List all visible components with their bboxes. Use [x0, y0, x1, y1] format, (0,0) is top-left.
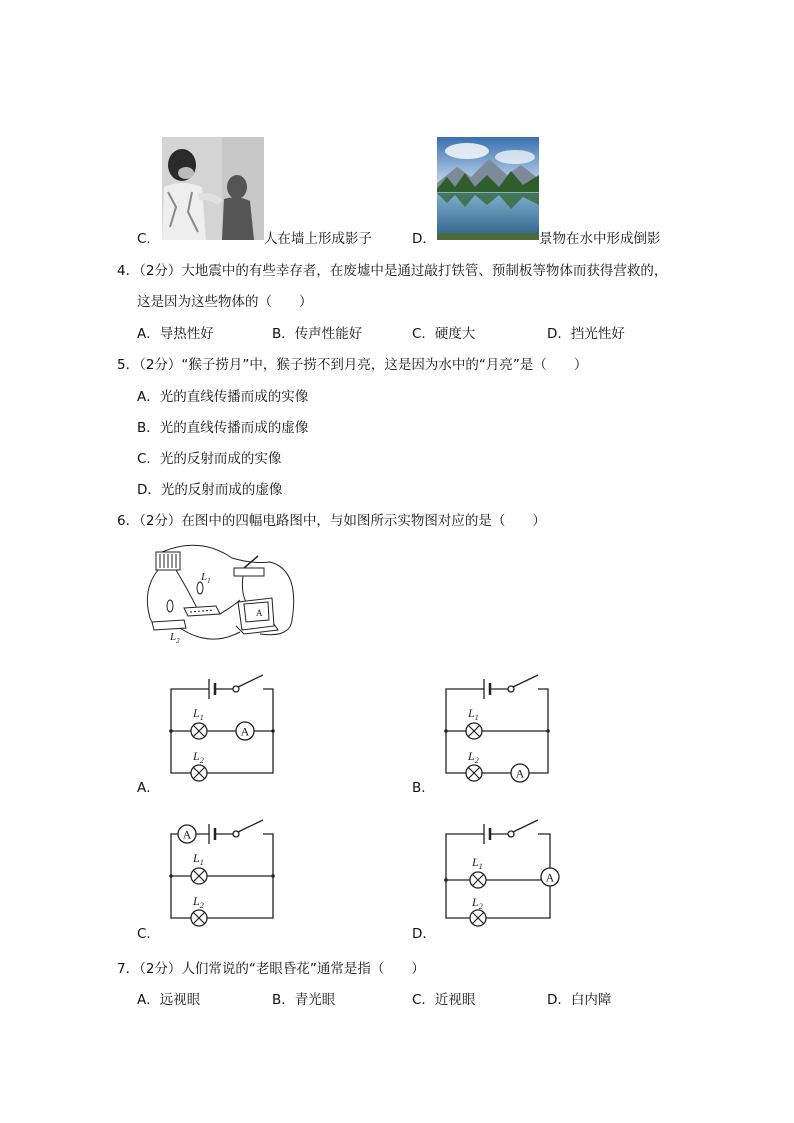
circuit-diagram-b — [440, 673, 555, 783]
physical-l1-sub: 1 — [207, 577, 211, 585]
q4-option-b: B．传声性能好 — [272, 326, 363, 342]
q5-option-b: B．光的直线传播而成的虚像 — [137, 420, 309, 436]
circuit-c-lamp-l1 — [191, 868, 207, 884]
q3-option-d-letter: D． — [412, 231, 436, 247]
circuit-c-lamp-l2 — [191, 910, 207, 926]
q7-option-d: D．白内障 — [547, 992, 612, 1008]
circuit-diagram-c — [165, 818, 280, 928]
q3-option-d-caption: 景物在水中形成倒影 — [539, 231, 661, 247]
q5-option-c: C．光的反射而成的实像 — [137, 451, 282, 467]
circuit-d-ammeter — [541, 868, 559, 886]
circuit-b-ammeter — [511, 764, 529, 782]
svg-text:L2: $L_2$ — [468, 749, 479, 765]
circuit-a-ammeter — [236, 722, 254, 740]
svg-text:L2: $L_2$ — [193, 749, 204, 765]
svg-text:L2: $L_2$ — [193, 894, 204, 910]
q7-option-b: B．青光眼 — [272, 992, 336, 1008]
circuit-b-lamp-l2 — [466, 765, 482, 781]
q6-option-b-letter: B． — [412, 780, 435, 796]
svg-text:A: A — [240, 724, 250, 739]
q5-option-d: D．光的反射而成的虚像 — [137, 482, 283, 498]
svg-text:L1: $L_1$ — [472, 855, 483, 871]
shadow-photo — [162, 137, 264, 240]
circuit-b-lamp-l1 — [466, 723, 482, 739]
svg-text:A: A — [182, 827, 192, 842]
circuit-diagram-d — [440, 818, 565, 928]
physical-l1-label: L — [201, 571, 208, 583]
circuit-a-lamp-l2 — [191, 765, 207, 781]
svg-text:L2: $L_2$ — [472, 895, 483, 911]
circuit-c-ammeter — [178, 825, 196, 843]
q3-option-c-letter: C． — [137, 231, 160, 247]
physical-l2-sub: 2 — [176, 637, 180, 645]
svg-text:L1: $L_1$ — [193, 851, 204, 867]
q4-stem-line2: 这是因为这些物体的（ ） — [137, 294, 313, 310]
q7-option-c: C．近视眼 — [412, 992, 476, 1008]
reflection-photo — [437, 137, 539, 240]
q4-stem-line1: 4．（2分）大地震中的有些幸存者，在废墟中是通过敲打铁管、预制板等物体而获得营救的， — [117, 263, 668, 279]
svg-text:L1 — [200, 571, 211, 585]
q6-option-d-letter: D． — [412, 926, 436, 942]
svg-text:A: A — [515, 766, 525, 781]
circuit-a-lamp-l1 — [191, 723, 207, 739]
q3-option-c-caption: 人在墙上形成影子 — [264, 231, 372, 247]
q4-option-d: D．挡光性好 — [547, 326, 625, 342]
q4-option-c: C．硬度大 — [412, 326, 476, 342]
svg-text:A: A — [545, 870, 555, 885]
circuit-d-lamp-l1 — [470, 872, 486, 888]
q4-option-a: A．导热性好 — [137, 326, 214, 342]
svg-text:L2 — [169, 631, 180, 645]
svg-text:L1: $L_1$ — [193, 706, 204, 722]
q5-stem: 5．（2分）“猴子捞月”中，猴子捞不到月亮，这是因为水中的“月亮”是（ ） — [117, 357, 588, 373]
q6-stem: 6．（2分）在图中的四幅电路图中，与如图所示实物图对应的是（ ） — [117, 513, 546, 529]
physical-l2-label: L — [170, 631, 177, 643]
physical-circuit-figure — [140, 540, 300, 648]
q7-stem: 7．（2分）人们常说的“老眼昏花”通常是指（ ） — [117, 961, 425, 977]
q7-option-a: A．远视眼 — [137, 992, 201, 1008]
circuit-diagram-a — [165, 673, 280, 783]
q6-option-c-letter: C． — [137, 926, 160, 942]
physical-ammeter-label: A — [256, 608, 263, 618]
q6-option-a-letter: A． — [137, 780, 160, 796]
q5-option-a: A．光的直线传播而成的实像 — [137, 389, 309, 405]
circuit-d-lamp-l2 — [470, 910, 486, 926]
svg-text:L1: $L_1$ — [468, 706, 479, 722]
